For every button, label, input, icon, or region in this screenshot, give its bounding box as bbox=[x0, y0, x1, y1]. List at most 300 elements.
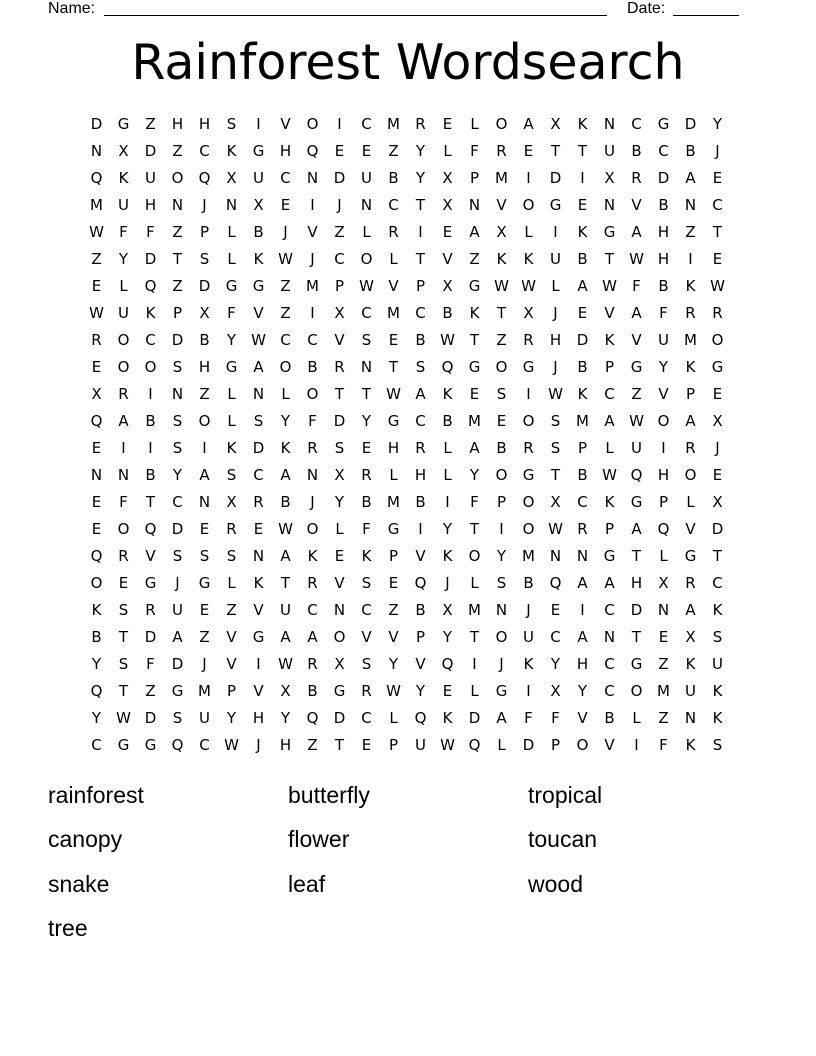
grid-cell: V bbox=[226, 655, 237, 673]
grid-cell: G bbox=[252, 142, 265, 160]
grid-cell: F bbox=[146, 223, 155, 241]
grid-cell: X bbox=[334, 304, 345, 322]
grid-cell: A bbox=[685, 169, 696, 187]
grid-cell: D bbox=[711, 520, 724, 538]
grid-cell: O bbox=[360, 250, 373, 268]
grid-row bbox=[83, 300, 731, 327]
grid-cell: L bbox=[605, 439, 614, 457]
grid-cell: K bbox=[226, 439, 237, 457]
grid-cell: M bbox=[495, 169, 508, 187]
grid-cell: K bbox=[226, 142, 237, 160]
grid-cell: Y bbox=[226, 709, 237, 727]
grid-cell: M bbox=[468, 412, 481, 430]
grid-cell: C bbox=[604, 682, 615, 700]
grid-cell: A bbox=[199, 466, 210, 484]
grid-cell: W bbox=[548, 385, 563, 403]
grid-cell: U bbox=[280, 601, 291, 619]
word-list bbox=[48, 778, 768, 955]
grid-cell: Q bbox=[90, 682, 103, 700]
grid-cell: I bbox=[580, 601, 585, 619]
grid-cell: O bbox=[522, 412, 535, 430]
grid-cell: N bbox=[360, 196, 373, 214]
grid-cell: X bbox=[442, 601, 453, 619]
grid-cell: P bbox=[415, 628, 426, 646]
grid-row bbox=[83, 705, 731, 732]
grid-cell: R bbox=[685, 439, 696, 457]
grid-cell: E bbox=[523, 142, 534, 160]
grid-cell: Y bbox=[280, 709, 291, 727]
grid-cell: D bbox=[198, 277, 211, 295]
grid-cell: C bbox=[307, 601, 318, 619]
grid-cell: M bbox=[387, 304, 400, 322]
grid-cell: C bbox=[658, 142, 669, 160]
grid-cell: T bbox=[631, 628, 642, 646]
grid-cell: X bbox=[199, 304, 210, 322]
word-list-item: rainforest bbox=[48, 782, 144, 808]
grid-cell: K bbox=[442, 385, 453, 403]
grid-cell: D bbox=[576, 331, 589, 349]
grid-cell: S bbox=[361, 574, 372, 592]
grid-cell: M bbox=[684, 331, 697, 349]
grid-cell: V bbox=[415, 655, 426, 673]
grid-cell: Z bbox=[307, 736, 318, 754]
grid-cell: N bbox=[252, 385, 265, 403]
grid-cell: A bbox=[604, 412, 615, 430]
grid-cell: W bbox=[602, 466, 617, 484]
grid-cell: D bbox=[144, 628, 157, 646]
grid-cell: G bbox=[225, 277, 238, 295]
grid-cell: C bbox=[388, 196, 399, 214]
grid-cell: H bbox=[198, 358, 211, 376]
grid-cell: F bbox=[551, 709, 560, 727]
word-list-item: butterfly bbox=[288, 782, 370, 808]
grid-cell: A bbox=[469, 223, 480, 241]
grid-cell: W bbox=[89, 304, 104, 322]
grid-cell: G bbox=[198, 574, 211, 592]
grid-cell: I bbox=[688, 250, 693, 268]
grid-cell: E bbox=[712, 169, 723, 187]
grid-cell: A bbox=[577, 277, 588, 295]
grid-cell: P bbox=[469, 169, 480, 187]
grid-cell: G bbox=[387, 412, 400, 430]
grid-cell: Z bbox=[388, 142, 399, 160]
grid-cell: R bbox=[307, 574, 318, 592]
grid-cell: B bbox=[442, 412, 453, 430]
grid-cell: V bbox=[253, 682, 264, 700]
grid-cell: G bbox=[603, 223, 616, 241]
grid-cell: J bbox=[499, 655, 504, 673]
grid-cell: B bbox=[307, 358, 318, 376]
grid-cell: W bbox=[440, 331, 455, 349]
grid-cell: R bbox=[226, 520, 237, 538]
grid-cell: B bbox=[415, 331, 426, 349]
grid-cell: V bbox=[145, 547, 156, 565]
grid-cell: Q bbox=[198, 169, 211, 187]
grid-cell: K bbox=[577, 385, 588, 403]
grid-cell: G bbox=[225, 358, 238, 376]
grid-cell: B bbox=[388, 169, 399, 187]
grid-cell: S bbox=[550, 439, 561, 457]
grid-cell: B bbox=[415, 601, 426, 619]
grid-cell: T bbox=[280, 574, 291, 592]
grid-cell: Z bbox=[388, 601, 399, 619]
grid-cell: P bbox=[604, 358, 615, 376]
grid-cell: N bbox=[198, 493, 211, 511]
grid-cell: U bbox=[253, 169, 264, 187]
grid-cell: Y bbox=[388, 655, 399, 673]
grid-cell: S bbox=[496, 385, 507, 403]
grid-cell: K bbox=[685, 655, 696, 673]
grid-cell: L bbox=[119, 277, 128, 295]
grid-cell: V bbox=[388, 628, 399, 646]
grid-cell: U bbox=[118, 196, 129, 214]
grid-cell: T bbox=[388, 358, 399, 376]
grid-row bbox=[83, 543, 731, 570]
grid-cell: B bbox=[361, 493, 372, 511]
grid-cell: I bbox=[472, 655, 477, 673]
grid-cell: J bbox=[337, 196, 342, 214]
grid-cell: D bbox=[333, 169, 346, 187]
grid-cell: O bbox=[657, 412, 670, 430]
grid-cell: D bbox=[333, 412, 346, 430]
grid-cell: Y bbox=[91, 709, 102, 727]
grid-cell: N bbox=[90, 142, 103, 160]
grid-cell: I bbox=[526, 169, 531, 187]
grid-cell: H bbox=[549, 331, 562, 349]
grid-cell: Y bbox=[442, 628, 453, 646]
date-blank-line bbox=[673, 15, 739, 16]
grid-cell: O bbox=[171, 169, 184, 187]
grid-cell: Y bbox=[172, 466, 183, 484]
grid-cell: U bbox=[145, 169, 156, 187]
grid-cell: T bbox=[550, 142, 561, 160]
grid-cell: L bbox=[389, 250, 398, 268]
grid-cell: Z bbox=[658, 709, 669, 727]
word-list-item: wood bbox=[528, 870, 583, 897]
grid-cell: X bbox=[712, 493, 723, 511]
grid-cell: R bbox=[307, 655, 318, 673]
grid-cell: L bbox=[470, 115, 479, 133]
grid-cell: E bbox=[550, 601, 561, 619]
grid-cell: T bbox=[334, 736, 345, 754]
grid-cell: A bbox=[307, 628, 318, 646]
grid-cell: I bbox=[418, 520, 423, 538]
grid-cell: O bbox=[333, 628, 346, 646]
grid-cell: K bbox=[496, 250, 507, 268]
grid-row bbox=[83, 246, 731, 273]
grid-cell: S bbox=[415, 358, 426, 376]
grid-cell: K bbox=[469, 304, 480, 322]
grid-cell: K bbox=[253, 574, 264, 592]
grid-cell: R bbox=[118, 547, 129, 565]
grid-row bbox=[83, 516, 731, 543]
grid-cell: Y bbox=[577, 682, 588, 700]
grid-cell: J bbox=[715, 142, 720, 160]
grid-cell: B bbox=[199, 331, 210, 349]
grid-cell: L bbox=[443, 439, 452, 457]
grid-cell: P bbox=[685, 385, 696, 403]
grid-cell: X bbox=[523, 304, 534, 322]
word-list-item: toucan bbox=[528, 826, 598, 853]
grid-cell: Q bbox=[144, 520, 157, 538]
grid-cell: D bbox=[144, 709, 157, 727]
grid-cell: L bbox=[524, 223, 533, 241]
grid-cell: E bbox=[361, 736, 372, 754]
grid-cell: G bbox=[333, 682, 346, 700]
grid-row bbox=[83, 435, 731, 462]
grid-cell: E bbox=[442, 115, 453, 133]
grid-cell: E bbox=[577, 304, 588, 322]
grid-cell: V bbox=[496, 196, 507, 214]
grid-cell: E bbox=[280, 196, 291, 214]
grid-cell: W bbox=[629, 412, 644, 430]
grid-cell: N bbox=[306, 466, 319, 484]
grid-cell: G bbox=[549, 196, 562, 214]
grid-cell: V bbox=[415, 547, 426, 565]
grid-cell: X bbox=[550, 115, 561, 133]
grid-cell: O bbox=[279, 358, 292, 376]
grid-cell: B bbox=[577, 250, 588, 268]
grid-cell: K bbox=[91, 601, 102, 619]
grid-cell: R bbox=[145, 601, 156, 619]
grid-cell: E bbox=[91, 277, 102, 295]
grid-cell: H bbox=[576, 655, 589, 673]
grid-cell: R bbox=[523, 439, 534, 457]
grid-cell: L bbox=[389, 709, 398, 727]
grid-cell: A bbox=[280, 466, 291, 484]
grid-cell: R bbox=[361, 682, 372, 700]
grid-cell: B bbox=[145, 412, 156, 430]
grid-cell: O bbox=[522, 520, 535, 538]
grid-cell: I bbox=[202, 439, 207, 457]
grid-cell: A bbox=[685, 412, 696, 430]
grid-cell: Z bbox=[199, 385, 210, 403]
grid-cell: R bbox=[685, 574, 696, 592]
grid-cell: W bbox=[494, 277, 509, 295]
grid-cell: I bbox=[634, 736, 639, 754]
grid-cell: T bbox=[469, 331, 480, 349]
grid-cell: Y bbox=[118, 250, 129, 268]
grid-cell: R bbox=[334, 358, 345, 376]
grid-cell: A bbox=[496, 709, 507, 727]
grid-cell: D bbox=[171, 520, 184, 538]
grid-cell: B bbox=[307, 682, 318, 700]
grid-cell: Z bbox=[172, 142, 183, 160]
grid-cell: A bbox=[577, 628, 588, 646]
grid-cell: X bbox=[658, 574, 669, 592]
grid-cell: S bbox=[550, 412, 561, 430]
grid-cell: T bbox=[172, 250, 183, 268]
grid-cell: Z bbox=[469, 250, 480, 268]
grid-cell: S bbox=[172, 547, 183, 565]
grid-cell: L bbox=[389, 466, 398, 484]
grid-cell: B bbox=[577, 358, 588, 376]
grid-cell: C bbox=[361, 115, 372, 133]
grid-cell: O bbox=[495, 115, 508, 133]
grid-cell: C bbox=[712, 574, 723, 592]
word-list-item: canopy bbox=[48, 826, 123, 853]
grid-cell: Y bbox=[91, 655, 102, 673]
grid-cell: K bbox=[577, 115, 588, 133]
grid-cell: Q bbox=[306, 142, 319, 160]
grid-cell: T bbox=[469, 520, 480, 538]
grid-cell: L bbox=[227, 223, 236, 241]
grid-cell: Y bbox=[415, 142, 426, 160]
grid-cell: U bbox=[415, 736, 426, 754]
grid-cell: R bbox=[253, 493, 264, 511]
grid-cell: X bbox=[442, 277, 453, 295]
grid-cell: W bbox=[251, 331, 266, 349]
grid-cell: X bbox=[334, 466, 345, 484]
grid-cell: F bbox=[119, 493, 128, 511]
grid-cell: R bbox=[712, 304, 723, 322]
grid-cell: M bbox=[90, 196, 103, 214]
grid-cell: X bbox=[712, 412, 723, 430]
grid-cell: X bbox=[334, 655, 345, 673]
grid-cell: I bbox=[418, 223, 423, 241]
name-label: Name: bbox=[48, 0, 96, 17]
grid-cell: B bbox=[253, 223, 264, 241]
grid-cell: T bbox=[712, 547, 723, 565]
grid-cell: K bbox=[577, 223, 588, 241]
grid-cell: A bbox=[469, 439, 480, 457]
grid-cell: F bbox=[524, 709, 533, 727]
grid-cell: U bbox=[604, 142, 615, 160]
grid-cell: D bbox=[630, 601, 643, 619]
grid-cell: G bbox=[630, 655, 643, 673]
grid-row bbox=[83, 624, 731, 651]
grid-cell: X bbox=[280, 682, 291, 700]
grid-cell: I bbox=[256, 655, 261, 673]
grid-cell: M bbox=[468, 601, 481, 619]
grid-row bbox=[83, 732, 731, 759]
word-list-item: leaf bbox=[288, 870, 326, 897]
grid-cell: W bbox=[359, 277, 374, 295]
grid-cell: B bbox=[685, 142, 696, 160]
grid-cell: J bbox=[526, 601, 531, 619]
grid-cell: K bbox=[685, 277, 696, 295]
grid-cell: G bbox=[657, 115, 670, 133]
grid-cell: U bbox=[712, 655, 723, 673]
grid-cell: K bbox=[604, 331, 615, 349]
grid-cell: N bbox=[306, 169, 319, 187]
grid-cell: N bbox=[549, 547, 562, 565]
grid-cell: V bbox=[442, 250, 453, 268]
grid-cell: B bbox=[496, 439, 507, 457]
grid-cell: G bbox=[603, 547, 616, 565]
grid-cell: E bbox=[712, 250, 723, 268]
grid-cell: V bbox=[361, 628, 372, 646]
grid-cell: B bbox=[442, 304, 453, 322]
grid-cell: Y bbox=[712, 115, 723, 133]
grid-cell: P bbox=[415, 277, 426, 295]
grid-cell: Y bbox=[550, 655, 561, 673]
grid-cell: I bbox=[580, 169, 585, 187]
grid-cell: F bbox=[227, 304, 236, 322]
grid-cell: L bbox=[632, 709, 641, 727]
grid-cell: I bbox=[310, 196, 315, 214]
grid-cell: A bbox=[523, 115, 534, 133]
grid-cell: H bbox=[252, 709, 265, 727]
grid-cell: V bbox=[334, 331, 345, 349]
grid-cell: R bbox=[118, 385, 129, 403]
grid-cell: G bbox=[684, 547, 697, 565]
grid-cell: J bbox=[715, 439, 720, 457]
grid-cell: A bbox=[685, 601, 696, 619]
grid-cell: P bbox=[577, 439, 588, 457]
grid-cell: Q bbox=[171, 736, 184, 754]
grid-cell: Q bbox=[441, 655, 454, 673]
grid-cell: S bbox=[118, 655, 129, 673]
grid-cell: N bbox=[603, 115, 616, 133]
grid-cell: I bbox=[148, 385, 153, 403]
grid-cell: H bbox=[630, 574, 643, 592]
grid-cell: E bbox=[442, 682, 453, 700]
grid-cell: Y bbox=[334, 493, 345, 511]
grid-cell: E bbox=[388, 331, 399, 349]
grid-cell: J bbox=[310, 493, 315, 511]
grid-cell: W bbox=[278, 250, 293, 268]
grid-cell: V bbox=[604, 736, 615, 754]
grid-cell: F bbox=[659, 304, 668, 322]
grid-cell: I bbox=[310, 304, 315, 322]
grid-cell: W bbox=[386, 385, 401, 403]
grid-cell: O bbox=[198, 412, 211, 430]
grid-cell: E bbox=[361, 439, 372, 457]
grid-cell: D bbox=[171, 331, 184, 349]
grid-row bbox=[83, 651, 731, 678]
grid-cell: V bbox=[226, 628, 237, 646]
grid-cell: C bbox=[280, 169, 291, 187]
grid-cell: T bbox=[415, 250, 426, 268]
grid-cell: C bbox=[604, 601, 615, 619]
grid-cell: C bbox=[712, 196, 723, 214]
grid-cell: R bbox=[415, 115, 426, 133]
letter-grid bbox=[83, 111, 731, 759]
grid-cell: A bbox=[280, 628, 291, 646]
grid-cell: K bbox=[253, 250, 264, 268]
word-list-item: tree bbox=[48, 914, 88, 941]
grid-cell: B bbox=[631, 142, 642, 160]
grid-cell: R bbox=[631, 169, 642, 187]
grid-cell: P bbox=[388, 736, 399, 754]
grid-cell: R bbox=[577, 520, 588, 538]
grid-cell: X bbox=[226, 169, 237, 187]
grid-cell: D bbox=[657, 169, 670, 187]
grid-cell: B bbox=[604, 709, 615, 727]
grid-cell: U bbox=[631, 439, 642, 457]
grid-cell: U bbox=[118, 304, 129, 322]
grid-cell: E bbox=[334, 142, 345, 160]
grid-cell: Z bbox=[631, 385, 642, 403]
grid-cell: Z bbox=[280, 304, 291, 322]
grid-cell: H bbox=[279, 736, 292, 754]
grid-cell: W bbox=[224, 736, 239, 754]
grid-cell: X bbox=[685, 628, 696, 646]
grid-cell: Y bbox=[361, 412, 372, 430]
word-list-item: tropical bbox=[528, 782, 603, 808]
grid-cell: O bbox=[630, 682, 643, 700]
grid-cell: H bbox=[657, 250, 670, 268]
grid-cell: J bbox=[553, 304, 558, 322]
grid-cell: U bbox=[550, 250, 561, 268]
grid-cell: N bbox=[117, 466, 130, 484]
grid-cell: N bbox=[90, 466, 103, 484]
grid-cell: O bbox=[576, 736, 589, 754]
grid-cell: H bbox=[657, 223, 670, 241]
grid-cell: Z bbox=[145, 115, 156, 133]
grid-cell: Z bbox=[685, 223, 696, 241]
